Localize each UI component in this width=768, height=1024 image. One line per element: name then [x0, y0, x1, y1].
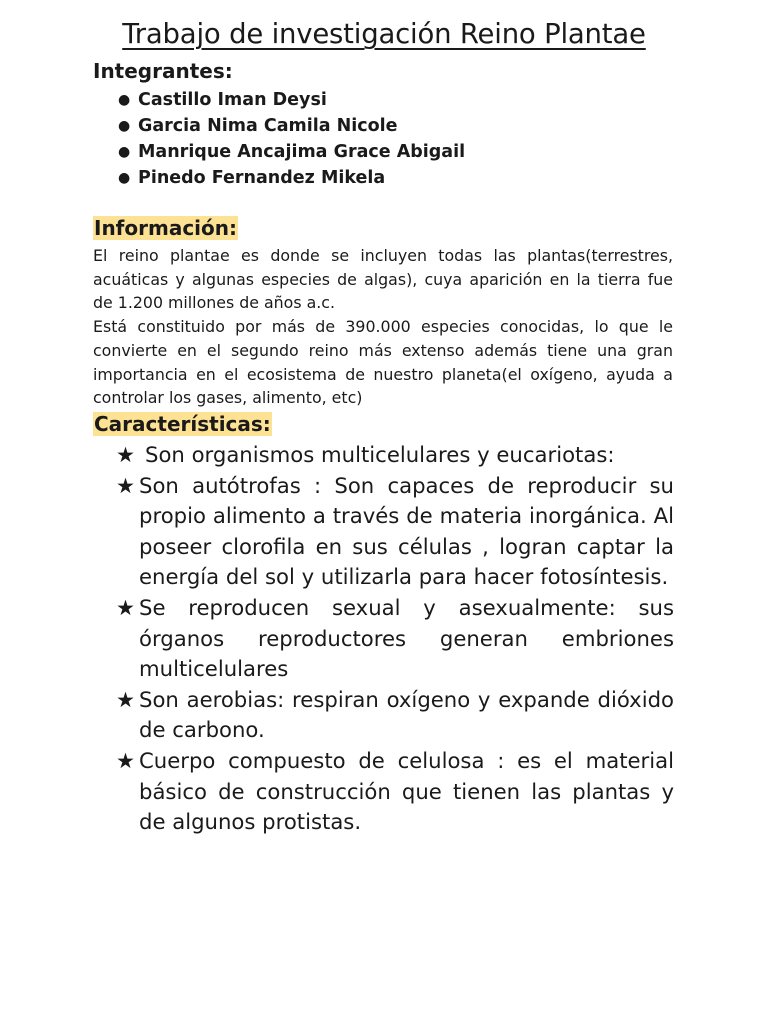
- bullet-dot-icon: ●: [118, 118, 131, 134]
- list-item: ● Garcia Nima Camila Nicole: [118, 113, 465, 139]
- star-icon: ★: [116, 472, 135, 498]
- bullet-dot-icon: ●: [118, 144, 131, 160]
- star-icon: ★: [116, 442, 135, 467]
- star-icon: ★: [116, 594, 135, 620]
- list-item: ★ Son aerobias: respiran oxígeno y expande dióxido de carbono.: [116, 686, 674, 743]
- document-title: Trabajo de investigación Reino Plantae: [122, 18, 646, 50]
- bullet-dot-icon: ●: [118, 92, 131, 108]
- list-item: ● Manrique Ancajima Grace Abigail: [118, 139, 465, 165]
- star-icon: ★: [116, 747, 135, 773]
- list-item: ★ Se reproducen sexual y asexualmente: sus órganos reproductores generan embriones multicelulares: [116, 594, 674, 682]
- list-item: ★ Son organismos multicelulares y eucariotas:: [116, 440, 674, 471]
- members-list: [118, 87, 465, 191]
- info-body: [93, 244, 673, 410]
- info-paragraph: El reino plantae es donde se incluyen todas las plantas(terrestres, acuáticas y algunas especies de algas), cuya aparición en la tierra fue de 1.200 millones de años a.c.: [93, 246, 673, 313]
- bullet-dot-icon: ●: [118, 170, 131, 186]
- info-heading: Información:: [94, 216, 238, 240]
- characteristics-list: [116, 440, 674, 838]
- star-icon: ★: [116, 686, 135, 712]
- members-heading: Integrantes:: [93, 59, 233, 83]
- list-item: ★ Cuerpo compuesto de celulosa : es el material básico de construcción que tienen las plantas y de algunos protistas.: [116, 747, 674, 835]
- list-item: ● Castillo Iman Deysi: [118, 87, 465, 113]
- info-paragraph: Está constituido por más de 390.000 especies conocidas, lo que le convierte en el segundo reino más extenso además tiene una gran importancia en el ecosistema de nuestro planeta(el oxígeno, ayuda a controlar los gases, alimento, etc): [93, 317, 673, 408]
- list-item: ● Pinedo Fernandez Mikela: [118, 165, 465, 191]
- list-item: ★ Son autótrofas : Son capaces de reproducir su propio alimento a través de materia inorgánica. Al poseer clorofila en sus células , logran captar la energía del sol y utilizarla para hacer fotosíntesis.: [116, 472, 674, 590]
- characteristics-heading: Características:: [94, 412, 271, 436]
